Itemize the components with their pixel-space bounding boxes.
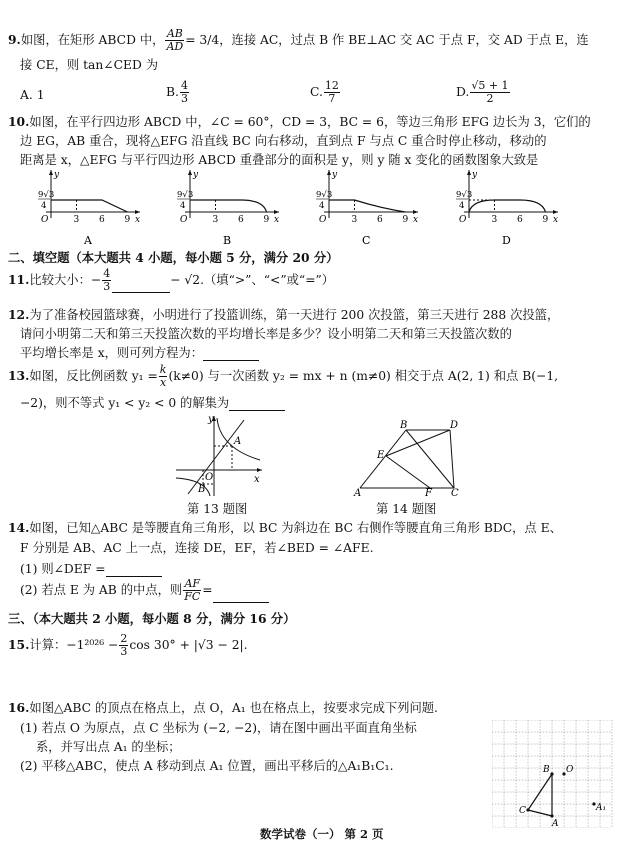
line-y2 (188, 420, 244, 494)
origin-label: O (459, 215, 467, 225)
x-tick-label: 6 (517, 215, 523, 225)
function-curve (51, 200, 128, 212)
origin-label: O (319, 215, 327, 225)
option-label: D (502, 234, 511, 247)
point-label-a1: A₁ (596, 803, 607, 813)
point-label-b: B (198, 484, 206, 495)
point-label-c: C (451, 488, 459, 498)
section-3-title: 三、（本大题共 2 小题，每小题 8 分，满分 16 分） (8, 611, 296, 626)
point-label-o: O (566, 765, 574, 775)
answer-blank[interactable] (203, 348, 259, 361)
option-c[interactable]: C. $\frac{12}{7}$ (310, 79, 339, 105)
point-label-b: B (400, 420, 408, 431)
origin-label: O (180, 215, 188, 225)
x-tick-label: 6 (377, 215, 383, 225)
question-15: 15.计算：−1²⁰²⁶ − $\frac{2}{3}$ cos 30° + |√3 − 2|. (8, 632, 248, 658)
figure-14 (350, 418, 470, 498)
question-number: 14. (8, 520, 30, 535)
question-13-line-1: 13.如图，反比例函数 y₁ = $\frac{k}{x}$ (k≠0) 与一次函数 y₂ = mx + n (m≠0) 相交于点 A(2, 1) 和点 B(−1, (8, 363, 559, 389)
question-14-line-2: F 分别是 AB、AC 上一点，连接 DE，EF，若∠BED = ∠AFE. (20, 541, 374, 555)
question-12-line-1: 12.为了准备校园篮球赛，小明进行了投篮训练，第一天进行 200 次投篮，第三天进行 288 次投篮， (8, 307, 560, 322)
x-tick-label: 6 (238, 215, 244, 225)
question-14-line-1: 14.如图，已知△ABC 是等腰直角三角形，以 BC 为斜边在 BC 右侧作等腰直角三角形 BDC，点 E、 (8, 520, 562, 535)
question-text: 如图，在矩形 ABCD 中， (20, 33, 165, 47)
point-label-a: A (234, 436, 242, 447)
point-label-e: E (377, 450, 385, 461)
origin-label: O (205, 472, 214, 483)
question-11: 11.比较大小：− $\frac{4}{3}$ − √2.（填“>”、“<”或“=”） (8, 267, 335, 293)
question-10-graph-options (0, 168, 637, 248)
y-tick-numerator: 9√3 (316, 190, 333, 200)
axis-label-x: x (254, 474, 260, 485)
point-label-d: D (450, 420, 459, 431)
axis-label-y: y (208, 414, 214, 425)
function-curve (469, 200, 546, 212)
option-a[interactable]: A. 1 (20, 88, 45, 102)
point-label-b: B (543, 765, 550, 775)
axis-label-y: y (193, 170, 199, 180)
question-13-line-2: −2)，则不等式 y₁ < y₂ < 0 的解集为 (20, 393, 285, 411)
question-16-grid[interactable] (492, 720, 614, 828)
point-label-a: A (552, 819, 559, 828)
y-tick-numerator: 9√3 (456, 190, 473, 200)
function-curve (190, 200, 267, 212)
ratio-fraction: $\frac{AB}{AD}$ (166, 27, 184, 53)
question-9-line-2: 接 CE，则 tan∠CED 为 (20, 58, 159, 72)
answer-blank[interactable] (229, 398, 285, 411)
function-curve (329, 200, 406, 212)
y-tick-denominator: 4 (459, 201, 465, 211)
x-tick-label: 9 (124, 215, 131, 225)
x-tick-label: 3 (73, 215, 80, 225)
figure-13 (170, 412, 270, 498)
axis-label-x: x (135, 215, 141, 225)
y-tick-denominator: 4 (319, 201, 325, 211)
x-tick-label: 9 (542, 215, 549, 225)
x-tick-label: 6 (99, 215, 105, 225)
question-16-line-1: 16.如图△ABC 的顶点在格点上，点 O，A₁ 也在格点上，按要求完成下列问题. (8, 700, 438, 715)
graph-option-d[interactable] (456, 170, 558, 247)
graph-option-a[interactable] (38, 170, 140, 247)
answer-blank[interactable] (112, 280, 170, 293)
graph-option-b[interactable] (177, 170, 279, 247)
axis-label-x: x (274, 215, 280, 225)
x-tick-label: 3 (491, 215, 498, 225)
question-12-line-3: 平均增长率是 x，则可列方程为： (20, 343, 259, 361)
question-10-line-1 (8, 112, 591, 130)
question-10-line-2: 边 EG，AB 重合，现将△EFG 沿直线 BC 向右移动，直到点 F 与点 C 重合时停止移动，移动的 (20, 134, 547, 148)
question-10-line-3: 距离是 x，△EFG 与平行四边形 ABCD 重叠部分的面积是 y，则 y 随 x 变化的函数图象大致是 (20, 153, 539, 167)
question-number: 12. (8, 307, 30, 322)
axis-label-x: x (413, 215, 419, 225)
y-tick-denominator: 4 (180, 201, 186, 211)
option-label: B (223, 234, 232, 247)
question-16-part-1-line-2: 系，并写出点 A₁ 的坐标； (36, 740, 181, 754)
point-label-a: A (354, 488, 362, 498)
answer-blank[interactable] (213, 590, 269, 603)
page-footer: 数学试卷（一） 第 2 页 (260, 827, 384, 841)
origin-label: O (41, 215, 49, 225)
figure-13-caption: 第 13 题图 (187, 502, 248, 516)
option-label: A (84, 234, 92, 247)
question-number: 9. (8, 32, 21, 47)
x-tick-label: 3 (351, 215, 358, 225)
point-label-f: F (425, 488, 432, 498)
question-number: 15. (8, 637, 30, 652)
question-number: 11. (8, 272, 30, 287)
option-d[interactable]: D. $\frac{√5 + 1}{2}$ (456, 79, 509, 105)
question-14-part-2: (2) 若点 E 为 AB 的中点，则 $\frac{AF}{FC}$ = (20, 578, 269, 603)
x-tick-label: 3 (212, 215, 219, 225)
option-label: C (362, 234, 371, 247)
graph-option-c[interactable] (316, 170, 418, 247)
question-16-part-2: (2) 平移△ABC，使点 A 移动到点 A₁ 位置，画出平移后的△A₁B₁C₁. (20, 759, 394, 773)
y-tick-numerator: 9√3 (177, 190, 194, 200)
y-tick-numerator: 9√3 (38, 190, 55, 200)
y-tick-denominator: 4 (41, 201, 47, 211)
question-number: 13. (8, 368, 30, 383)
x-tick-label: 9 (402, 215, 409, 225)
figure-14-caption: 第 14 题图 (376, 502, 437, 516)
axis-label-y: y (332, 170, 338, 180)
question-number: 16. (8, 700, 30, 715)
axis-label-y: y (472, 170, 478, 180)
question-9-line-1 (8, 28, 589, 53)
section-2-title: 二、填空题（本大题共 4 小题，每小题 5 分，满分 20 分） (8, 250, 339, 265)
question-text: 如图，在平行四边形 ABCD 中，∠C = 60°，CD = 3，BC = 6，等边三角形 EFG 边长为 3，它们的 (29, 115, 591, 129)
axis-label-x: x (553, 215, 559, 225)
question-14-part-1: (1) 则∠DEF = (20, 559, 162, 577)
question-16-part-1-line-1: (1) 若点 O 为原点，点 C 坐标为 (−2, −2)，请在图中画出平面直角坐标 (20, 721, 417, 735)
x-tick-label: 9 (263, 215, 270, 225)
question-text: = 3/4，连接 AC，过点 B 作 BE⊥AC 交 AC 于点 F，交 AD 于点 E，连 (185, 33, 589, 47)
question-12-line-2: 请问小明第二天和第三天投篮次数的平均增长率是多少？设小明第二天和第三天投篮次数的 (20, 327, 512, 341)
axis-label-y: y (54, 170, 60, 180)
question-number: 10. (8, 114, 30, 129)
point-label-c: C (519, 806, 526, 816)
option-b[interactable]: B. $\frac{4}{3}$ (166, 79, 188, 105)
answer-blank[interactable] (106, 564, 162, 577)
